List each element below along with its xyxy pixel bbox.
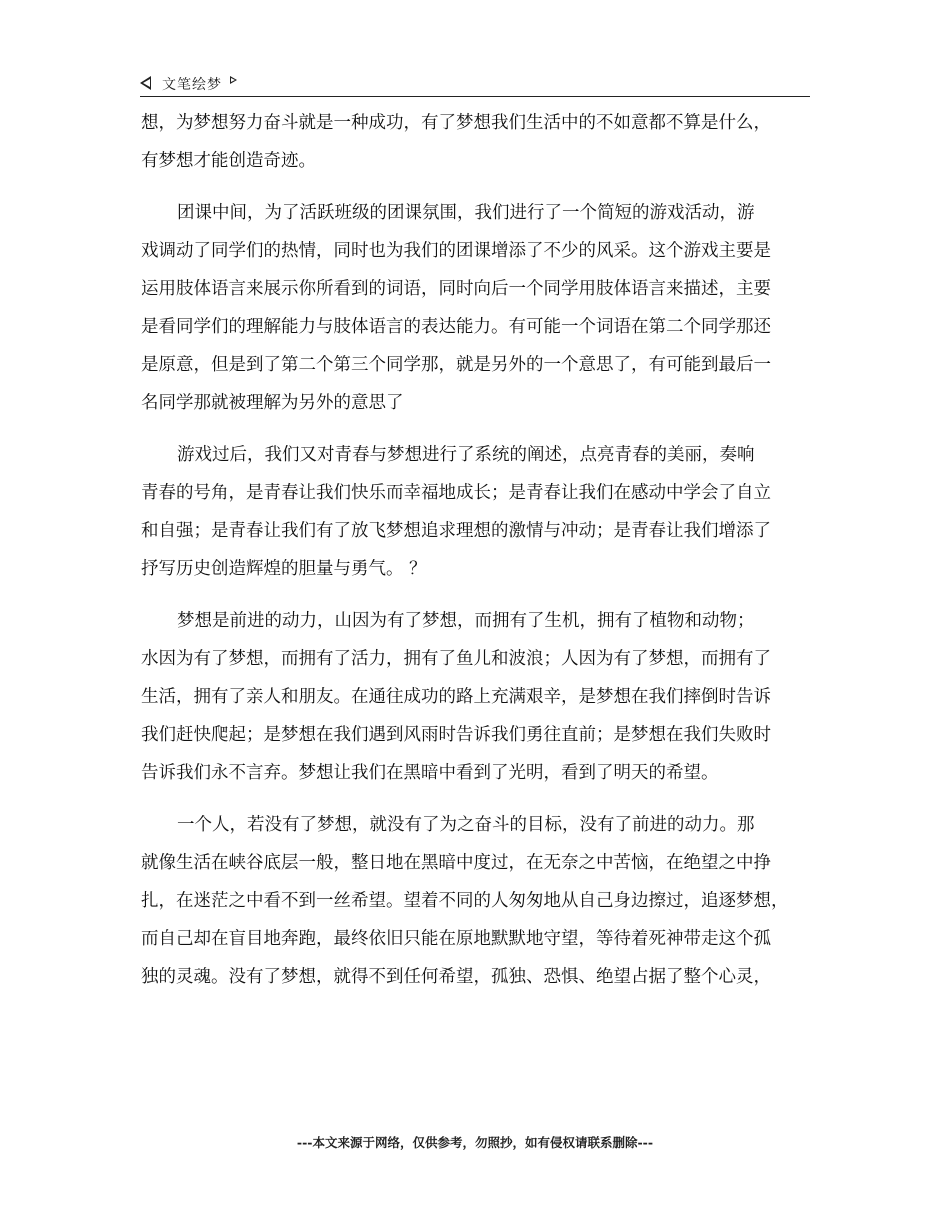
text-line: 水因为有了梦想，而拥有了活力，拥有了鱼儿和波浪；人因为有了梦想，而拥有了 xyxy=(141,649,771,669)
text-line: 是看同学们的理解能力与肢体语言的表达能力。有可能一个词语在第二个同学那还 xyxy=(141,317,771,337)
text-line: 独的灵魂。没有了梦想，就得不到任何希望，孤独、恐惧、绝望占据了整个心灵， xyxy=(141,967,771,987)
text-line: 是原意，但是到了第二个第三个同学那，就是另外的一个意思了，有可能到最后一 xyxy=(141,355,771,375)
header-brand: 文笔绘梦 xyxy=(162,77,222,93)
paragraph xyxy=(141,436,813,588)
text-line: 团课中间，为了活跃班级的团课氛围，我们进行了一个简短的游戏活动，游 xyxy=(177,203,755,223)
paragraph xyxy=(141,806,813,996)
text-line: 而自己却在盲目地奔跑，最终依旧只能在原地默默地守望，等待着死神带走这个孤 xyxy=(141,929,771,949)
text-line: 生活，拥有了亲人和朋友。在通往成功的路上充满艰辛，是梦想在我们摔倒时告诉 xyxy=(141,687,771,707)
text-line: 戏调动了同学们的热情，同时也为我们的团课增添了不少的风采。这个游戏主要是 xyxy=(141,241,771,261)
text-line: 游戏过后，我们又对青春与梦想进行了系统的阐述，点亮青春的美丽，奏响 xyxy=(177,445,755,465)
text-line: 抒写历史创造辉煌的胆量与勇气。 ？ xyxy=(141,559,427,579)
paragraph xyxy=(141,602,813,792)
text-line: 扎，在迷茫之中看不到一丝希望。望着不同的人匆匆地从自己身边擦过，追逐梦想， xyxy=(141,891,789,911)
text-line: 和自强；是青春让我们有了放飞梦想追求理想的激情与冲动；是青春让我们增添了 xyxy=(141,521,771,541)
text-line: 有梦想才能创造奇迹。 xyxy=(141,151,316,171)
text-line: 告诉我们永不言弃。梦想让我们在黑暗中看到了光明，看到了明天的希望。 xyxy=(141,763,719,783)
text-line: 名同学那就被理解为另外的意思了 xyxy=(141,393,404,413)
text-line: 一个人，若没有了梦想，就没有了为之奋斗的目标，没有了前进的动力。那 xyxy=(177,815,755,835)
page-header xyxy=(140,68,810,97)
page-footer: ---本文来源于网络，仅供参考，勿照抄，如有侵权请联系删除--- xyxy=(296,1135,654,1150)
text-line: 梦想是前进的动力，山因为有了梦想，而拥有了生机，拥有了植物和动物； xyxy=(177,611,755,631)
text-line: 想，为梦想努力奋斗就是一种成功，有了梦想我们生活中的不如意都不算是什么， xyxy=(141,113,771,133)
text-line: 我们赶快爬起；是梦想在我们遇到风雨时告诉我们勇往直前；是梦想在我们失败时 xyxy=(141,725,771,745)
triangle-left-icon xyxy=(140,76,151,90)
text-line: 青春的号角，是青春让我们快乐而幸福地成长；是青春让我们在感动中学会了自立 xyxy=(141,483,771,503)
paragraph xyxy=(141,104,813,180)
triangle-right-icon xyxy=(230,76,237,84)
paragraph xyxy=(141,194,813,422)
document-body xyxy=(141,104,813,996)
text-line: 就像生活在峡谷底层一般，整日地在黑暗中度过，在无奈之中苦恼，在绝望之中挣 xyxy=(141,853,771,873)
text-line: 运用肢体语言来展示你所看到的词语，同时向后一个同学用肢体语言来描述，主要 xyxy=(141,279,771,299)
